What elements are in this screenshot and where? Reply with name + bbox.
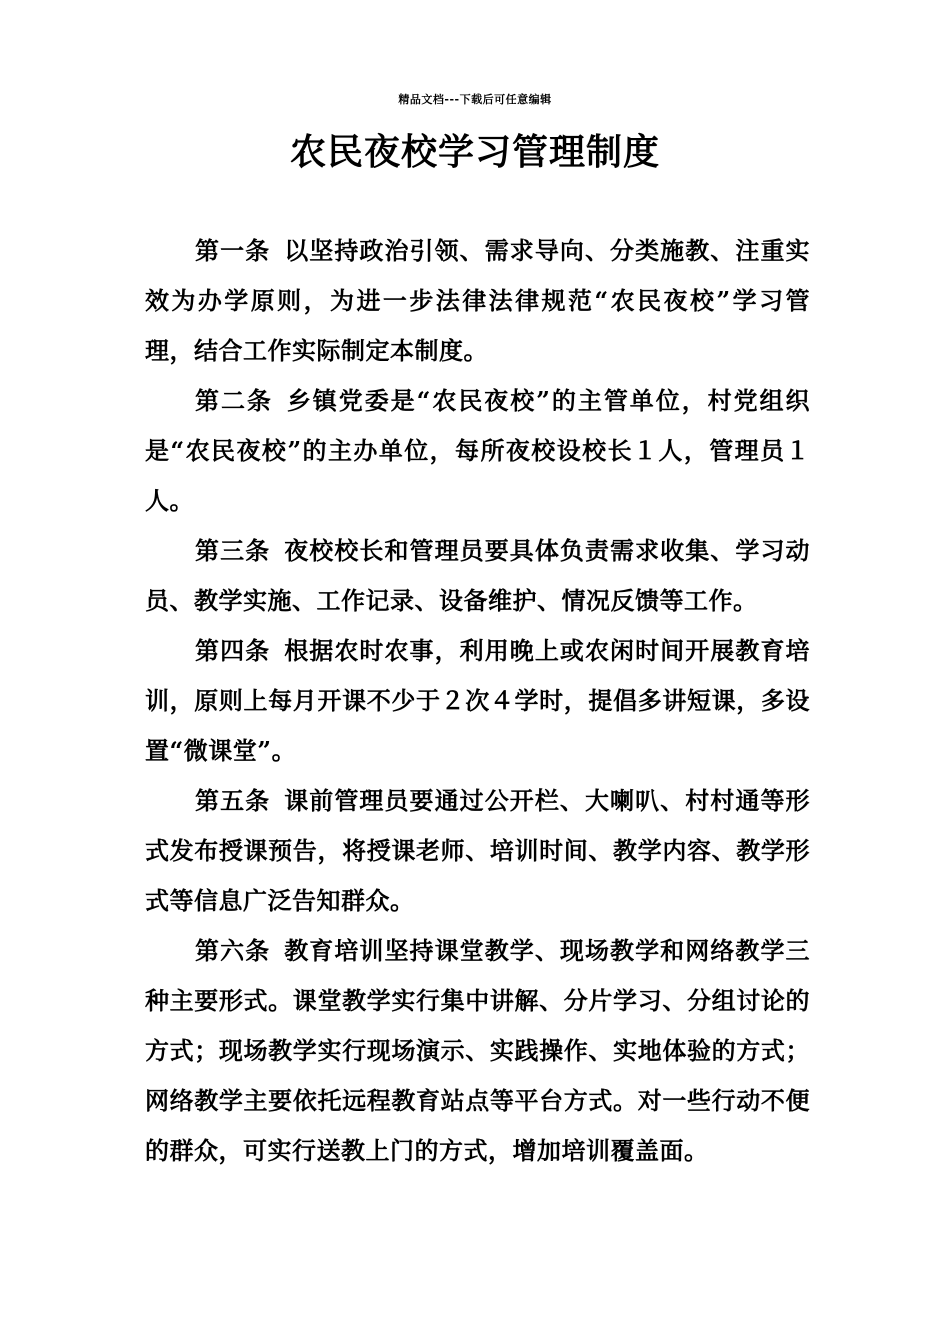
article-6	[145, 926, 810, 1176]
article-text: 夜校校长和管理员要具体负责需求收集、学习动员、教学实施、工作记录、设备维护、情况反馈等工作。	[145, 536, 811, 615]
document-title: 农民夜校学习管理制度	[289, 131, 660, 173]
article-text: 根据农时农事，利用晚上或农闲时间开展教育培训，原则上每月开课不少于２次４学时，提倡多讲短课，多设置“微课堂”。	[145, 636, 811, 765]
article-5	[145, 776, 810, 926]
article-2	[145, 376, 810, 526]
article-number: 第三条	[195, 536, 271, 565]
article-number: 第五条	[195, 786, 271, 815]
article-number: 第四条	[195, 636, 271, 665]
article-1	[145, 226, 810, 376]
article-text: 以坚持政治引领、需求导向、分类施教、注重实效为办学原则，为进一步法律法律规范“农民夜校”学习管理，结合工作实际制定本制度。	[145, 236, 811, 365]
article-number: 第二条	[195, 386, 273, 415]
article-text: 课前管理员要通过公开栏、大喇叭、村村通等形式发布授课预告，将授课老师、培训时间、教学内容、教学形式等信息广泛告知群众。	[145, 786, 811, 915]
article-text: 教育培训坚持课堂教学、现场教学和网络教学三种主要形式。课堂教学实行集中讲解、分片学习、分组讨论的方式；现场教学实行现场演示、实践操作、实地体验的方式；网络教学主要依托远程教育站点等平台方式。对一些行动不便的群众，可实行送教上门的方式，增加培训覆盖面。	[145, 936, 811, 1165]
article-number: 第六条	[195, 936, 271, 965]
article-text: 乡镇党委是“农民夜校”的主管单位，村党组织是“农民夜校”的主办单位，每所夜校设校长１人，管理员１人。	[145, 386, 811, 515]
document-body	[145, 226, 810, 1176]
article-number: 第一条	[195, 236, 271, 265]
page-header-note: 精品文档---下载后可任意编辑	[398, 93, 552, 106]
article-4	[145, 626, 810, 776]
article-3	[145, 526, 810, 626]
